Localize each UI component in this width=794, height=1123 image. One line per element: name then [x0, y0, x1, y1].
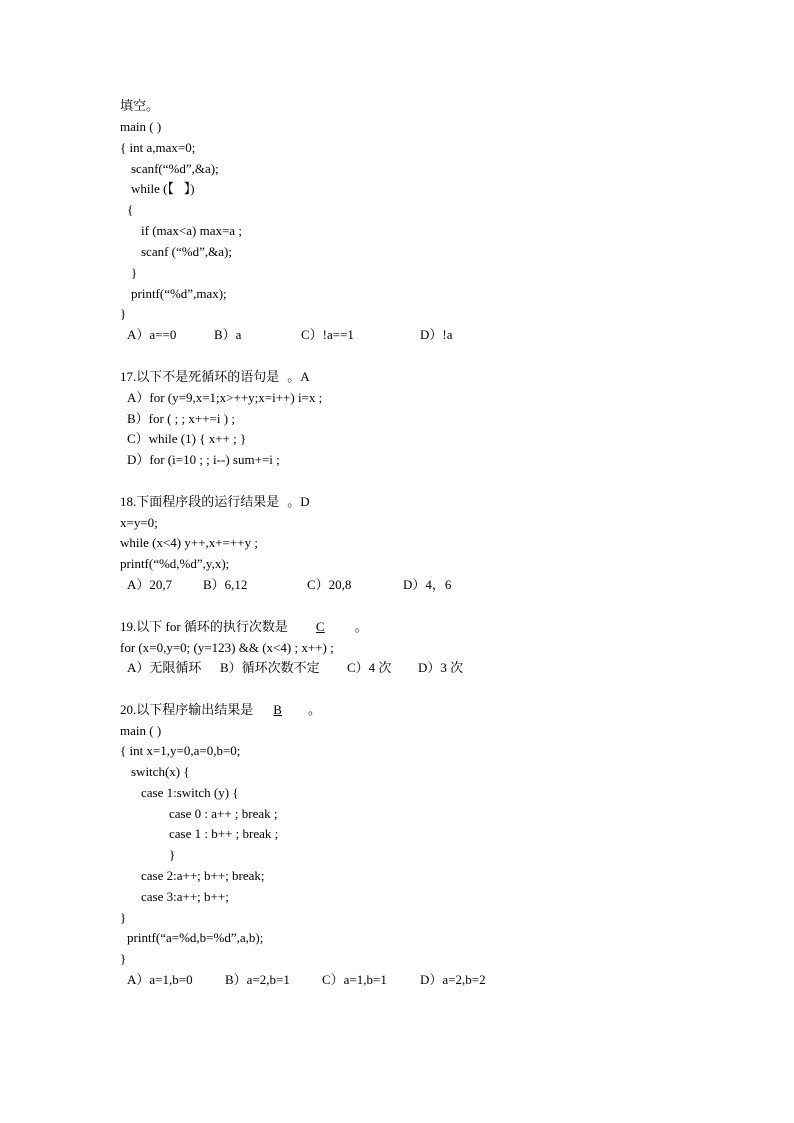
q19-option-a: A）无限循环 — [127, 660, 202, 675]
q16-code-line: { int a,max=0; — [120, 140, 196, 155]
q20-code-line: case 1:switch (y) { — [141, 785, 239, 800]
q17-option-a: A）for (y=9,x=1;x>++y;x=i++) i=x ; — [127, 390, 323, 405]
q20-code-line: } — [120, 910, 127, 925]
q19-stem-text: 19.以下 for 循环的执行次数是 — [120, 619, 288, 634]
q17-option-c: C）while (1) { x++ ; } — [127, 431, 247, 446]
q18-stem — [120, 494, 310, 510]
q20-code-line: { int x=1,y=0,a=0,b=0; — [120, 743, 241, 758]
q19-option-b: B）循环次数不定 — [220, 660, 320, 675]
q16-code-line: { — [127, 202, 134, 217]
q18-option-a: A）20,7 — [127, 577, 173, 592]
q20-code-line: case 1 : b++ ; break ; — [169, 826, 279, 841]
q19-option-d: D）3 次 — [418, 660, 464, 675]
q20-answer-blank — [253, 702, 308, 717]
q18-option-c: C）20,8 — [307, 577, 352, 592]
q16-code-line: scanf(“%d”,&a); — [131, 161, 219, 176]
q19-answer: C — [315, 619, 325, 634]
q20-stem-text: 20.以下程序输出结果是 — [120, 702, 254, 717]
q16-header: 填空。 — [120, 98, 160, 113]
q18-code-line: x=y=0; — [120, 515, 158, 530]
q20-code-line: case 2:a++; b++; break; — [141, 868, 265, 883]
q20-code-line: } — [120, 951, 127, 966]
q18-option-d: D）4，6 — [403, 577, 452, 592]
q20-end: 。 — [307, 702, 321, 717]
q20-code-line: } — [169, 847, 176, 862]
q16-code-line: main ( ) — [120, 119, 162, 134]
q16-code-line: if (max<a) max=a ; — [141, 223, 242, 238]
q18-stem-text: 18.下面程序段的运行结果是 — [120, 494, 280, 509]
q16-option-d: D）!a — [420, 327, 453, 342]
q16-option-b: B）a — [214, 327, 242, 342]
q19-answer-blank — [294, 619, 355, 634]
q18-answer: 。D — [287, 494, 310, 509]
q19-stem — [120, 619, 368, 635]
q18-code-line: printf(“%d,%d”,y,x); — [120, 556, 230, 571]
q17-answer: 。A — [287, 369, 310, 384]
q16-option-a: A）a==0 — [127, 327, 177, 342]
q20-answer: B — [273, 702, 282, 717]
q16-code-line: printf(“%d”,max); — [131, 286, 227, 301]
q20-code-line: printf(“a=%d,b=%d”,a,b); — [127, 930, 264, 945]
q17-option-d: D）for (i=10 ; ; i--) sum+=i ; — [127, 452, 280, 467]
q20-stem — [120, 702, 321, 718]
q19-end: 。 — [354, 619, 368, 634]
q16-code-line: scanf (“%d”,&a); — [141, 244, 232, 259]
q18-option-b: B）6,12 — [203, 577, 248, 592]
q16-code-line: while (【 】) — [131, 181, 195, 196]
q20-code-line: case 3:a++; b++; — [141, 889, 229, 904]
q20-option-c: C）a=1,b=1 — [322, 972, 387, 987]
q20-option-b: B）a=2,b=1 — [225, 972, 290, 987]
q16-code-line: } — [131, 265, 138, 280]
q17-stem — [120, 369, 310, 385]
q20-code-line: case 0 : a++ ; break ; — [169, 806, 278, 821]
q20-option-a: A）a=1,b=0 — [127, 972, 193, 987]
q20-option-d: D）a=2,b=2 — [420, 972, 486, 987]
q20-code-line: switch(x) { — [131, 764, 190, 779]
q19-option-c: C）4 次 — [347, 660, 392, 675]
q16-code-line: } — [120, 306, 127, 321]
q17-option-b: B）for ( ; ; x++=i ) ; — [127, 411, 235, 426]
q16-option-c: C）!a==1 — [301, 327, 354, 342]
q17-stem-text: 17.以下不是死循环的语句是 — [120, 369, 280, 384]
q18-code-line: while (x<4) y++,x+=++y ; — [120, 535, 258, 550]
q20-code-line: main ( ) — [120, 723, 162, 738]
q19-code-line: for (x=0,y=0; (y=123) && (x<4) ; x++) ; — [120, 640, 334, 655]
